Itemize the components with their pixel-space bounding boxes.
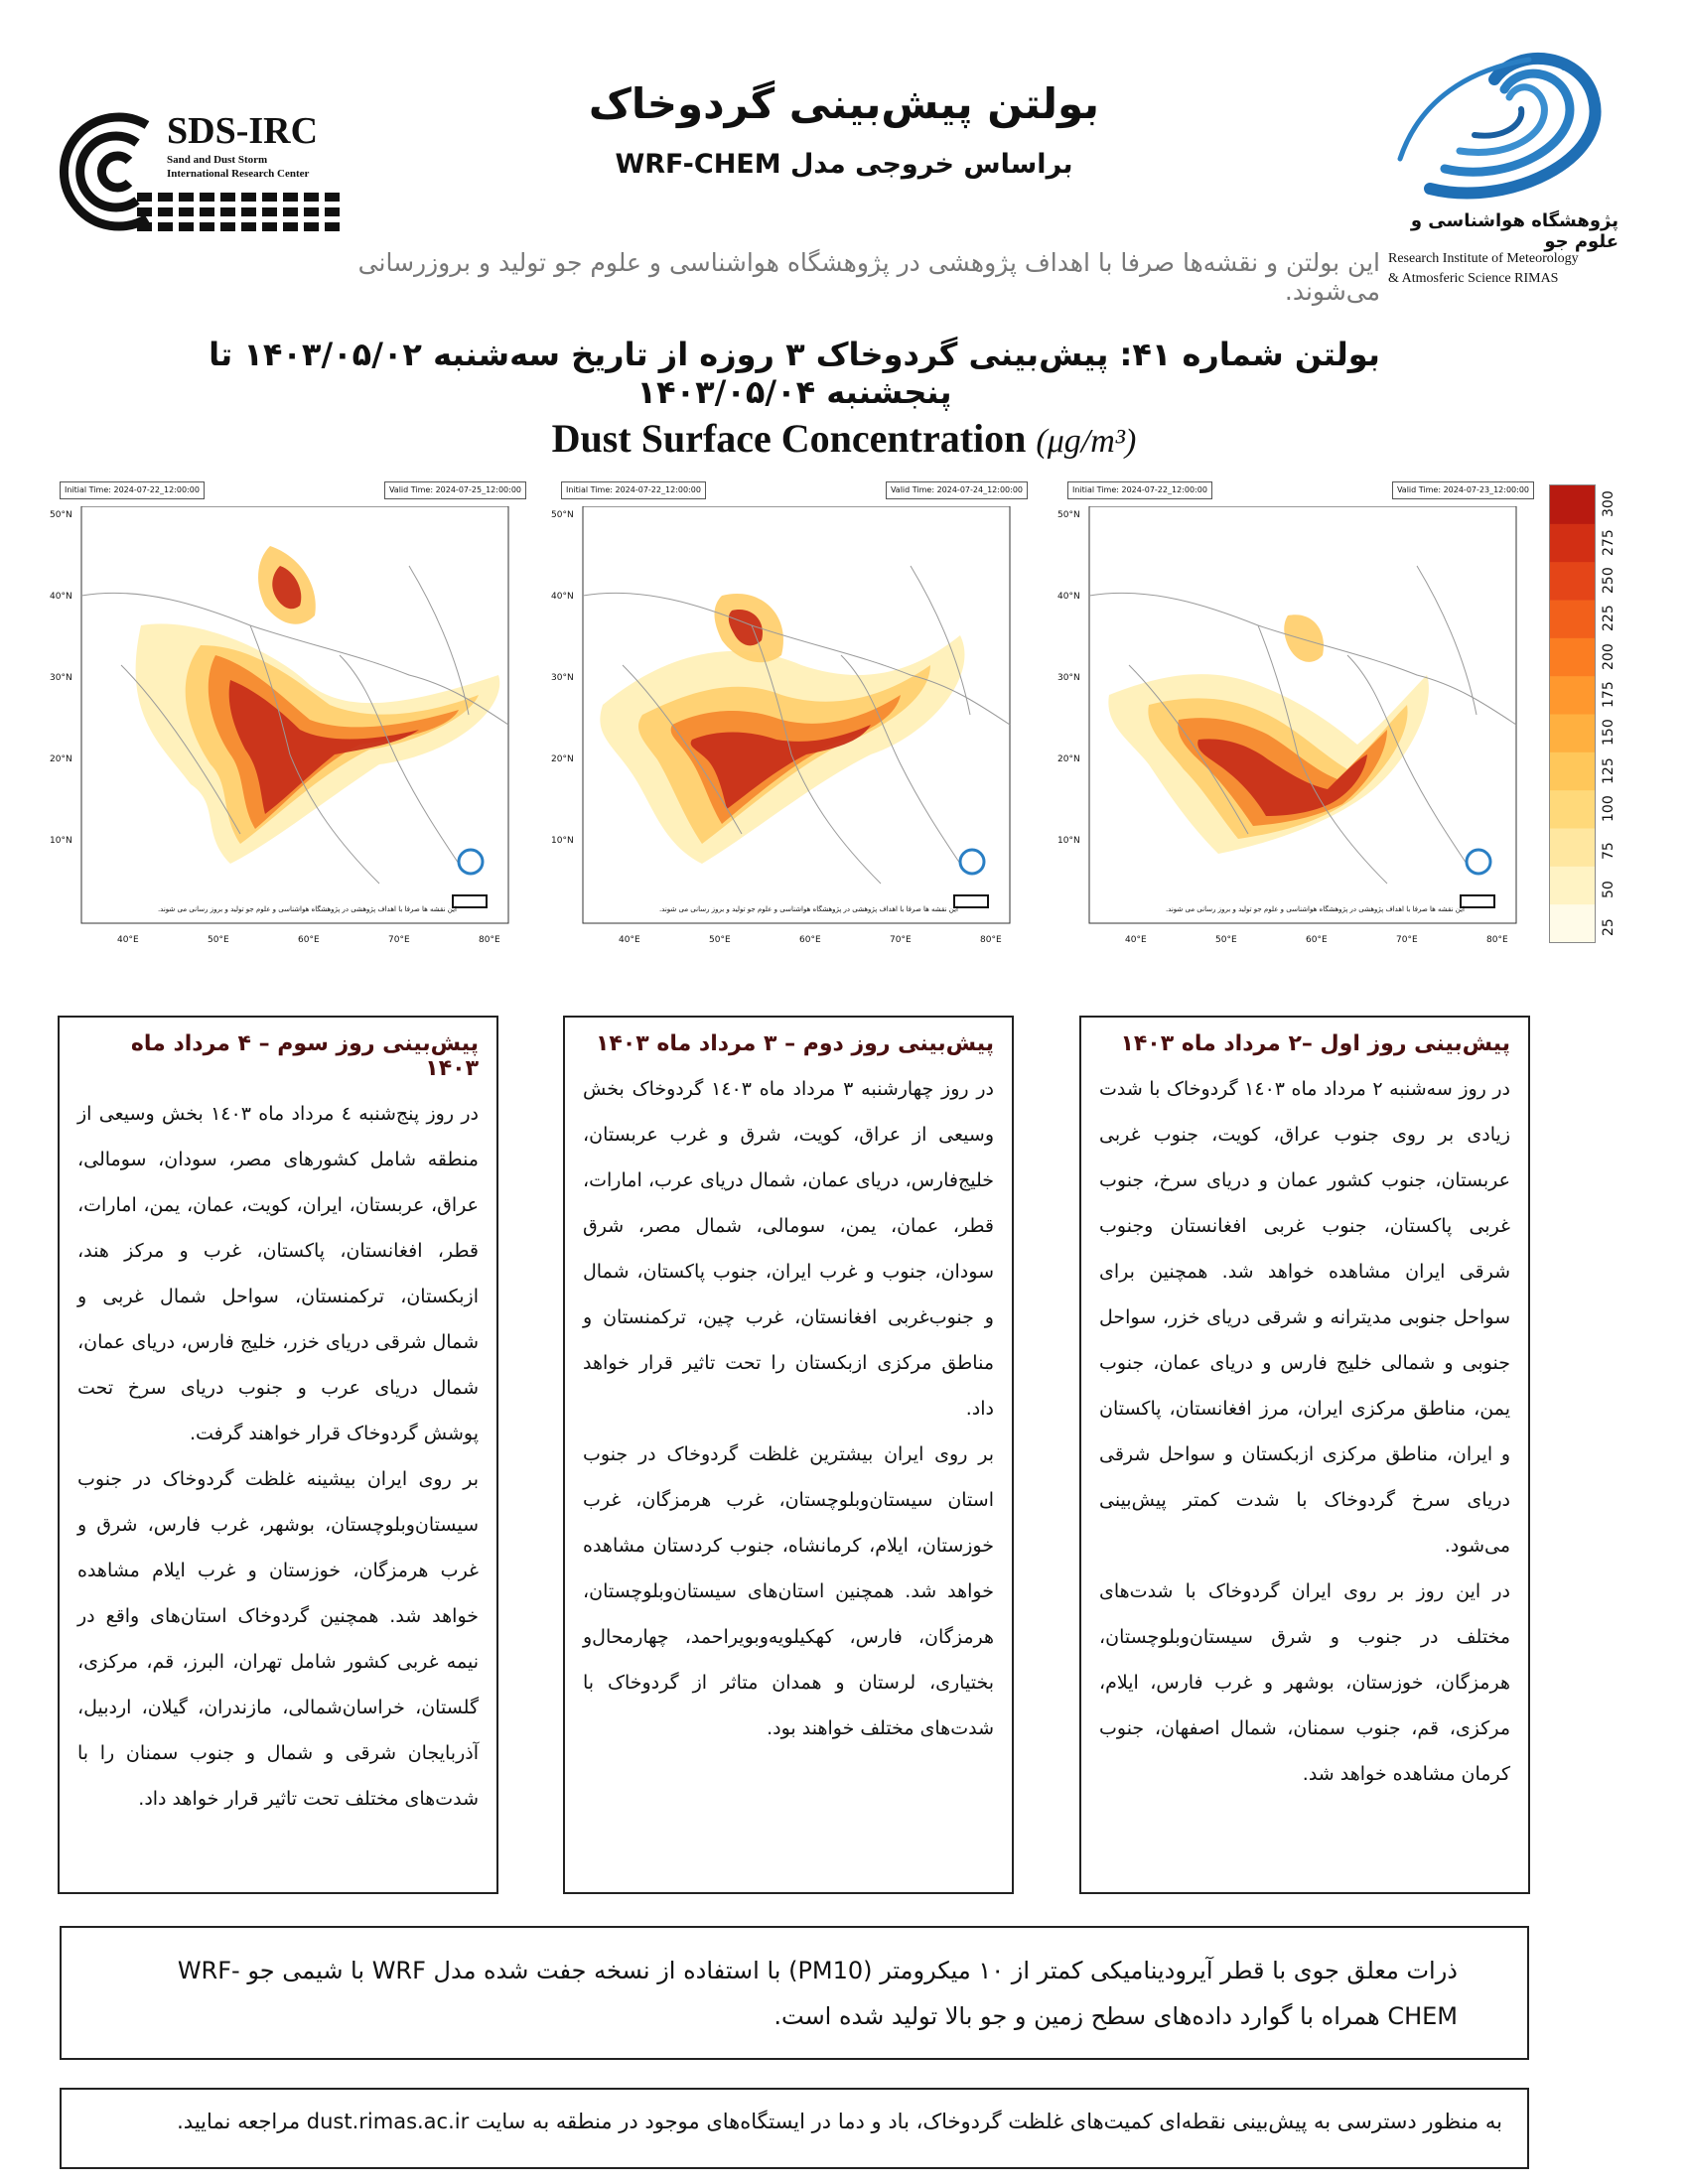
colorbar-tick-label: 100 <box>1601 795 1617 822</box>
chart-title-text: Dust Surface Concentration <box>551 416 1027 461</box>
colorbar-segment <box>1550 523 1595 562</box>
forecast-day-1-para-2: در این روز بر روی ایران گردوخاک با شدت‌های مختلف در جنوب و شرق سیستان‌وبلوچستان، هرمزگان، خوزستان، بوشهر و غرب فارس، ایلام، مرکزی، قم، جنوب سمنان، شمال اصفهان، جنوب کرمان مشاهده خواهد شد. <box>1099 1580 1510 1785</box>
lat-tick-label: 50°N <box>50 510 72 520</box>
valid-time-tag: Valid Time: 2024-07-24_12:00:00 <box>886 481 1028 499</box>
lat-tick-label: 50°N <box>1057 510 1080 520</box>
initial-time-tag: Initial Time: 2024-07-22_12:00:00 <box>561 481 706 499</box>
colorbar-segment <box>1550 866 1595 904</box>
valid-time-tag: Valid Time: 2024-07-25_12:00:00 <box>384 481 526 499</box>
lon-tick-label: 50°E <box>208 935 229 945</box>
disclaimer-text: این بولتن و نقشه‌ها صرفا با اهداف پژوهشی در پژوهشگاه هواشناسی و علوم جو تولید و بروزرسانی می‌شوند. <box>357 248 1380 306</box>
forecast-day-3-para-1: در روز پنج‌شنبه ٤ مرداد ماه ١٤٠٣ بخش وسیعی از منطقه شامل کشورهای مصر، سودان، سومالی، عراق، عربستان، ایران، کویت، عمان، یمن، امارات، قطر، افغانستان، پاکستان، غرب و مرکز هند، ازبکستان، ترکمنستان، سواحل شمال غربی و شمال شرقی دریای خزر، خلیج فارس، دریای عمان، شمال دریای عرب و جنوب دریای سرخ تحت پوشش گردوخاک قرار خواهند گرفت. <box>77 1103 479 1444</box>
lat-tick-label: 50°N <box>551 510 574 520</box>
lon-tick-label: 40°E <box>619 935 640 945</box>
lat-tick-label: 10°N <box>1057 836 1080 846</box>
method-note-box <box>60 1926 1529 2060</box>
forecast-day-2-box <box>563 1016 1014 1894</box>
colorbar-tick-label: 300 <box>1601 490 1617 518</box>
chart-title <box>477 415 1211 462</box>
lon-tick-label: 60°E <box>298 935 320 945</box>
map-panel-day-3 <box>50 477 526 963</box>
lon-tick-label: 80°E <box>479 935 500 945</box>
method-note-text: ذرات معلق جوی با قطر آیرودینامیکی کمتر از ۱۰ میکرومتر (PM10) با استفاده از نسخه جفت شده مدل WRF با شیمی جو WRF-CHEM همراه با گوارد داده‌های سطح زمین و جو بالا تولید شده است. <box>177 1957 1458 2030</box>
dust-map <box>561 506 1028 963</box>
colorbar-segment <box>1550 485 1595 524</box>
lon-tick-label: 70°E <box>890 935 912 945</box>
website-note-text: به منظور دسترسی به پیش‌بینی نقطه‌ای کمیت‌های غلظت گردوخاک، باد و دما در ایستگاه‌های موجود در منطقه به سایت dust.rimas.ac.ir مراجعه نمایید. <box>177 2110 1502 2133</box>
sds-irc-name: SDS-IRC <box>167 110 319 152</box>
forecast-day-2-para-1: در روز چهارشنبه ٣ مرداد ماه ١٤٠٣ گردوخاک بخش وسیعی از عراق، کویت، شرق و غرب عربستان، خلیج‌فارس، دریای عمان، شمال دریای عرب، امارات، قطر، عمان، یمن، سومالی، شمال مصر، شرق سودان، جنوب و غرب ایران، جنوب پاکستان، شمال و جنوب‌غربی افغانستان، غرب چین، ترکمنستان و مناطق مرکزی ازبکستان را تحت تاثیر قرار خواهد داد. <box>583 1078 995 1420</box>
colorbar-tick-label: 225 <box>1601 605 1617 632</box>
colorbar-tick-label: 200 <box>1601 642 1617 670</box>
lat-tick-label: 40°N <box>551 592 574 602</box>
colorbar-segment <box>1550 714 1595 752</box>
forecast-day-2-title: پیش‌بینی روز دوم – ۳ مرداد ماه ۱۴۰۳ <box>596 1031 994 1056</box>
forecast-day-3-para-2: بر روی ایران بیشینه غلظت گردوخاک در جنوب سیستان‌وبلوچستان، بوشهر، غرب فارس، شرق و غرب هرمزگان، خوزستان و غرب ایلام مشاهده خواهد شد. همچنین گردوخاک استان‌های واقع در نیمه غربی کشور شامل تهران، البرز، قم، مرکزی، گلستان، خراسان‌شمالی، مازندران، گیلان، اردبیل، آذربایجان شرقی و شمال و جنوب سمنان را با شدت‌های مختلف تحت تاثیر قرار خواهد داد. <box>77 1468 479 1810</box>
sds-irc-subtitle-2: International Research Center <box>167 168 310 180</box>
initial-time-tag: Initial Time: 2024-07-22_12:00:00 <box>60 481 205 499</box>
lon-tick-label: 70°E <box>388 935 410 945</box>
colorbar-segment <box>1550 676 1595 715</box>
colorbar-tick-label: 50 <box>1601 880 1617 898</box>
page-subtitle: براساس خروجی مدل WRF-CHEM <box>615 149 1073 180</box>
bulletin-title: بولتن شماره ۴۱: پیش‌بینی گردوخاک ۳ روزه از تاریخ سه‌شنبه ۱۴۰۳/۰۵/۰۲ تا پنجشنبه ۱۴۰۳/۰۵/۰۴ <box>209 336 1380 411</box>
lat-tick-label: 40°N <box>50 592 72 602</box>
colorbar-segment <box>1550 562 1595 601</box>
lat-tick-label: 30°N <box>50 673 72 683</box>
colorbar-segment <box>1550 790 1595 829</box>
colorbar-segment <box>1550 637 1595 676</box>
lon-tick-label: 40°E <box>1125 935 1147 945</box>
website-note-box <box>60 2088 1529 2169</box>
lat-tick-label: 30°N <box>1057 673 1080 683</box>
lon-tick-label: 50°E <box>709 935 731 945</box>
lat-tick-label: 10°N <box>551 836 574 846</box>
colorbar-tick-label: 275 <box>1601 528 1617 556</box>
rimas-name-english-2: & Atmosferic Science RIMAS <box>1388 271 1559 286</box>
lat-tick-label: 20°N <box>1057 754 1080 764</box>
chart-title-unit: (μg/m³) <box>1036 423 1137 460</box>
colorbar-segment <box>1550 828 1595 867</box>
dust-map <box>60 506 526 963</box>
colorbar-segment <box>1550 600 1595 638</box>
lon-tick-label: 50°E <box>1215 935 1237 945</box>
initial-time-tag: Initial Time: 2024-07-22_12:00:00 <box>1067 481 1212 499</box>
lon-tick-label: 80°E <box>1486 935 1508 945</box>
colorbar-tick-label: 175 <box>1601 681 1617 708</box>
map-footer-text: این نقشه ها صرفا با اهداف پژوهشی در پژوهشگاه هواشناسی و علوم جو تولید و بروز رسانی می شوند. <box>157 905 457 913</box>
forecast-day-1-title: پیش‌بینی روز اول –۲ مرداد ماه ۱۴۰۳ <box>1120 1031 1510 1056</box>
dust-map <box>1067 506 1534 963</box>
lat-tick-label: 40°N <box>1057 592 1080 602</box>
map-footer-text: این نقشه ها صرفا با اهداف پژوهشی در پژوهشگاه هواشناسی و علوم جو تولید و بروز رسانی می شوند. <box>658 905 958 913</box>
lon-tick-label: 70°E <box>1396 935 1418 945</box>
colorbar-tick-label: 125 <box>1601 756 1617 784</box>
lon-tick-label: 60°E <box>799 935 821 945</box>
map-panel-day-2 <box>551 477 1028 963</box>
colorbar <box>1549 484 1596 943</box>
colorbar-segment <box>1550 904 1595 943</box>
rimas-name-english-1: Research Institute of Meteorology <box>1388 251 1579 266</box>
lon-tick-label: 80°E <box>980 935 1002 945</box>
lat-tick-label: 20°N <box>50 754 72 764</box>
lat-tick-label: 10°N <box>50 836 72 846</box>
page-title: بولتن پیش‌بینی گردوخاک <box>588 79 1100 128</box>
lon-tick-label: 60°E <box>1306 935 1328 945</box>
lat-tick-label: 20°N <box>551 754 574 764</box>
forecast-day-1-para-1: در روز سه‌شنبه ٢ مرداد ماه ١٤٠٣ گردوخاک با شدت زیادی بر روی جنوب عراق، کویت، جنوب غربی عربستان، جنوب کشور عمان و دریای سرخ، جنوب غربی پاکستان، جنوب غربی افغانستان وجنوب شرقی ایران مشاهده خواهد شد. همچنین برای سواحل جنوبی مدیترانه و شرقی دریای خزر، سواحل جنوبی و شمالی خلیج فارس و دریای عمان، جنوب یمن، مناطق مرکزی ایران، مرز افغانستان، پاکستان و ایران، مناطق مرکزی ازبکستان و سواحل شرقی دریای سرخ گردوخاک با شدت کمتر پیش‌بینی می‌شود. <box>1099 1078 1511 1557</box>
colorbar-segment <box>1550 751 1595 790</box>
lat-tick-label: 30°N <box>551 673 574 683</box>
sds-irc-subtitle-1: Sand and Dust Storm <box>167 154 268 166</box>
forecast-day-1-box <box>1079 1016 1530 1894</box>
colorbar-tick-label: 150 <box>1601 719 1617 747</box>
colorbar-tick-label: 25 <box>1601 918 1617 936</box>
map-panel-day-1 <box>1057 477 1534 963</box>
lon-tick-label: 40°E <box>117 935 139 945</box>
map-footer-text: این نقشه ها صرفا با اهداف پژوهشی در پژوهشگاه هواشناسی و علوم جو تولید و بروز رسانی می شوند. <box>1165 905 1465 913</box>
rimas-name-persian: پژوهشگاه هواشناسی و علوم جو <box>1410 210 1618 252</box>
rimas-logo <box>1390 40 1618 208</box>
forecast-day-2-para-2: بر روی ایران بیشترین غلظت گردوخاک در جنوب استان سیستان‌وبلوچستان، غرب هرمزگان، غرب خوزستان، ایلام، کرمانشاه، جنوب کردستان مشاهده خواهد شد. همچنین استان‌های سیستان‌وبلوچستان، هرمزگان، فارس، کهکیلویه‌وبویراحمد، چهارمحال‌و بختیاری، لرستان و همدان متاثر از گردوخاک با شدت‌های مختلف خواهند بود. <box>583 1443 994 1739</box>
colorbar-tick-label: 250 <box>1601 567 1617 594</box>
valid-time-tag: Valid Time: 2024-07-23_12:00:00 <box>1392 481 1534 499</box>
colorbar-tick-label: 75 <box>1601 842 1617 861</box>
forecast-day-3-box <box>58 1016 498 1894</box>
forecast-day-3-title: پیش‌بینی روز سوم – ۴ مرداد ماه ۱۴۰۳ <box>130 1031 479 1081</box>
